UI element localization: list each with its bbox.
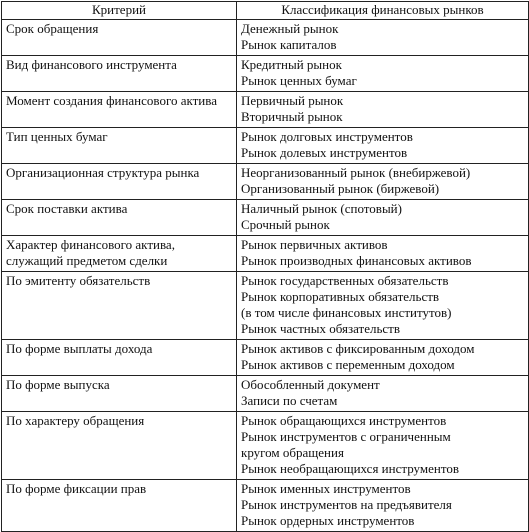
criterion-cell: По эмитенту обязательств: [2, 272, 237, 340]
classification-cell: [237, 412, 529, 480]
table-row: [2, 164, 529, 200]
classification-item: Вторичный рынок: [241, 109, 343, 124]
classification-cell: [237, 20, 529, 56]
criterion-cell: Организационная структура рынка: [2, 164, 237, 200]
classification-item: Рынок обращающихся инструментов: [241, 413, 447, 428]
classification-cell: [237, 480, 529, 532]
classification-item: Денежный рынок: [241, 21, 339, 36]
criterion-cell: По характеру обращения: [2, 412, 237, 480]
table-header: [2, 2, 529, 20]
table-row: [2, 236, 529, 272]
table-row: [2, 412, 529, 480]
criterion-cell: Срок обращения: [2, 20, 237, 56]
table-row: [2, 272, 529, 340]
classification-item: Рынок ценных бумаг: [241, 73, 357, 88]
classification-cell: [237, 56, 529, 92]
table-row: [2, 128, 529, 164]
classification-item: Рынок ордерных инструментов: [241, 513, 415, 528]
classification-item: Наличный рынок (спотовый): [241, 201, 402, 216]
classification-cell: [237, 164, 529, 200]
classification-item: Рынок государственных обязательств: [241, 273, 449, 288]
classification-item: Рынок долговых инструментов: [241, 129, 413, 144]
classification-item: кругом обращения: [241, 445, 344, 460]
table-row: [2, 56, 529, 92]
criterion-cell: Срок поставки актива: [2, 200, 237, 236]
criterion-cell: По форме выплаты дохода: [2, 340, 237, 376]
criterion-cell: Момент создания финансового актива: [2, 92, 237, 128]
classification-item: Кредитный рынок: [241, 57, 342, 72]
classification-item: Рынок именных инструментов: [241, 481, 411, 496]
table-row: [2, 340, 529, 376]
criterion-cell: Тип ценных бумаг: [2, 128, 237, 164]
classification-cell: [237, 92, 529, 128]
classification-item: Рынок первичных активов: [241, 237, 388, 252]
header-classification: Классификация финансовых рынков: [237, 2, 529, 20]
classification-item: Обособленный документ: [241, 377, 380, 392]
classification-item: Записи по счетам: [241, 393, 338, 408]
header-row: [2, 2, 529, 20]
classification-item: Организованный рынок (биржевой): [241, 181, 440, 196]
table-row: [2, 376, 529, 412]
criterion-cell: Характер финансового актива, служащий предметом сделки: [2, 236, 237, 272]
classification-item: Неорганизованный рынок (внебиржевой): [241, 165, 471, 180]
criterion-cell: Вид финансового инструмента: [2, 56, 237, 92]
classification-item: (в том числе финансовых институтов): [241, 305, 452, 320]
classification-item: Первичный рынок: [241, 93, 344, 108]
classification-item: Рынок инструментов на предъявителя: [241, 497, 452, 512]
classification-item: Рынок активов с переменным доходом: [241, 357, 455, 372]
classification-item: Рынок капиталов: [241, 37, 337, 52]
classification-cell: [237, 376, 529, 412]
classification-cell: [237, 200, 529, 236]
classification-table: [1, 1, 529, 532]
classification-item: Рынок активов с фиксированным доходом: [241, 341, 475, 356]
classification-cell: [237, 236, 529, 272]
classification-item: Срочный рынок: [241, 217, 330, 232]
header-criterion: Критерий: [2, 2, 237, 20]
classification-item: Рынок частных обязательств: [241, 321, 400, 336]
classification-item: Рынок необращающихся инструментов: [241, 461, 459, 476]
classification-item: Рынок корпоративных обязательств: [241, 289, 440, 304]
table-row: [2, 480, 529, 532]
classification-cell: [237, 340, 529, 376]
table-row: [2, 200, 529, 236]
classification-item: Рынок долевых инструментов: [241, 145, 408, 160]
table-body: [2, 20, 529, 532]
criterion-cell: По форме выпуска: [2, 376, 237, 412]
classification-item: Рынок производных финансовых активов: [241, 253, 472, 268]
classification-cell: [237, 272, 529, 340]
table-row: [2, 92, 529, 128]
classification-item: Рынок инструментов с ограниченным: [241, 429, 451, 444]
criterion-cell: По форме фиксации прав: [2, 480, 237, 532]
classification-cell: [237, 128, 529, 164]
table-row: [2, 20, 529, 56]
